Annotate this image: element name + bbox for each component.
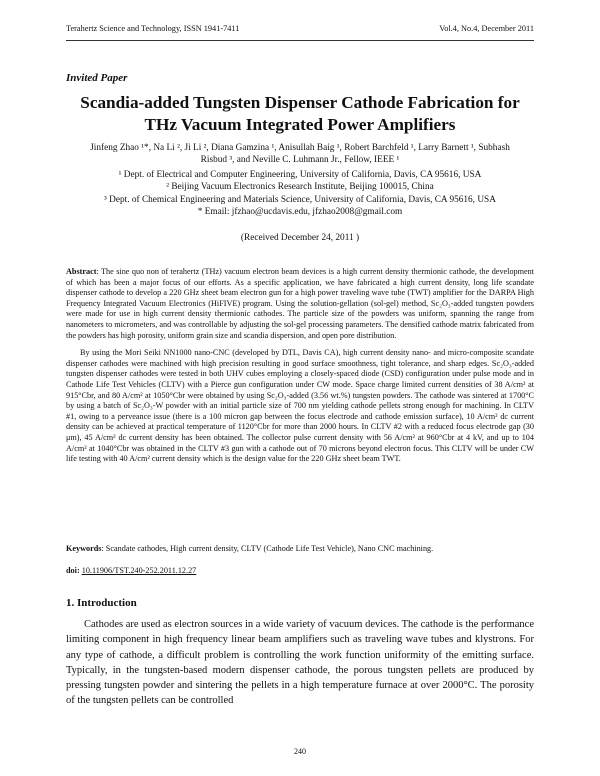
paper-title: Scandia-added Tungsten Dispenser Cathode Fabrication for THz Vacuum Integrated Power Amplifiers — [80, 93, 520, 134]
running-header — [66, 24, 534, 38]
received-date: (Received December 24, 2011 ) — [240, 233, 360, 244]
header-rule — [66, 40, 534, 41]
abstract-paragraph-2: By using the Mori Seiki NN1000 nano-CNC (developed by DTL, Davis CA), high current density nano- and micro-composite scandate dispenser cathodes were machined with high precision resulting in good surface smoothness, tight tolerance, and sharp edges. Sc₂O₃-added tungsten dispenser cathodes were tested in both UHV cubes employing a closely-spaced diode (CSD) configuration under pulse mode and in Cathode Life Test Vehicles (CLTV) with a Pierce gun configuration under CW mode. Space charge limited current densities of 38 A/cm² at 915°Cbr, and 80 A/cm² at 1050°Cbr were obtained by using Sc₂O₃-added (3.56 wt.%) tungsten powders. The cathode was sintered at 1700°C by using a batch of Sc₂O₃-W powder with an initial particle size of 700 nm yielding cathode pellets strong enough for machining. In CLTV #1, owing to a perveance issue (there is a 100 micron gap between the focus electrode and cathode emission surface), 10 A/cm² dc current density can be achieved at practical temperature of 1120°Cbr for more than 2000 hours. In CLTV #2 with a reduced focus electrode gap (30 μm), 45 A/cm² dc current density has been obtained. The collector pulse current density with 56 A/cm² at 960°Cbr at 4 kV, and up to 104 A/cm² at 1040°Cbr was obtained in the CLTV #3 gun with a cathode out of 70 microns beyond electron focus. This CLTV will be under CW life testing with 40 A/cm² current density which is the design value for the 220 GHz sheet beam TWT. — [66, 348, 534, 464]
abstract-text-1: : The sine quo non of terahertz (THz) vacuum electron beam devices is a high current density thermionic cathode, the development of which has been a major focus of our efforts. As a specific application, we have fabricated a high current density, long life scandate dispenser cathode to develop a 220 GHz sheet beam electron gun for a high power traveling wave tube (TWT) amplifier for the DARPA High Frequency Integrated Vacuum Electronics (HiFIVE) program. Using the solution-gellation (sol-gel) method, Sc₂O₃-added tungsten powders were made for use in high current density thermionic cathodes. The particle size of the powders was uniform, spanning the range from nanometers to micrometers, and was controllable by adjusting the sol-gel processing parameters. The densified cathode matrix fabricated from the powders has high porosity, uniform grain size and scandia dispersion, and open pore distribution. — [66, 267, 534, 340]
keywords-text: : Scandate cathodes, High current density, CLTV (Cathode Life Test Vehicle), Nano CNC machining. — [101, 544, 434, 553]
doi-line: doi: 10.11906/TST.240-252.2011.12.27 — [66, 566, 197, 575]
keywords-label: Keywords — [66, 544, 102, 553]
keywords — [66, 544, 534, 555]
authors-line-1: Jinfeng Zhao ¹*, Na Li ², Ji Li ², Diana Gamzina ¹, Anisullah Baig ¹, Robert Barchfeld ¹, Larry Barnett ¹, Subhash — [90, 143, 510, 153]
doi-link[interactable]: 10.11906/TST.240-252.2011.12.27 — [81, 566, 197, 575]
affiliation-2: ² Beijing Vacuum Electronics Research Institute, Beijing 100015, China — [166, 182, 434, 193]
author-block — [66, 142, 534, 245]
affiliation-1: ¹ Dept. of Electrical and Computer Engineering, University of California, Davis, CA 95616, USA — [118, 169, 482, 180]
author-email: * Email: jfzhao@ucdavis.edu, jfzhao2008@gmail.com — [197, 207, 403, 218]
invited-paper-label: Invited Paper — [66, 72, 128, 84]
authors-line-2: Risbud ³, and Neville C. Luhmann Jr., Fellow, IEEE ¹ — [200, 155, 400, 166]
abstract — [66, 267, 534, 472]
doi-label: doi — [66, 566, 77, 575]
volume-info: Vol.4, No.4, December 2011 — [439, 24, 534, 33]
introduction-paragraph: Cathodes are used as electron sources in a wide variety of vacuum devices. The cathode is the performance limiting component in high frequency linear beam amplifiers such as traveling wave tubes and klystrons. For any type of cathode, a difficult problem is controlling the work function uniformity of the emitting surface. Typically, in the tungsten-based modern dispenser cathode, the porous tungsten pellets are produced by pressing tungsten powder and sintering the pellets in a high temperature furnace at over 2000°C. The porosity of the tungsten pellets can be controlled — [66, 619, 534, 707]
journal-name: Terahertz Science and Technology, ISSN 1941-7411 — [66, 24, 240, 33]
page-number: 240 — [294, 747, 306, 756]
section-heading-introduction: 1. Introduction — [66, 597, 137, 609]
affiliation-3: ³ Dept. of Chemical Engineering and Materials Science, University of California, Davis, CA 95616, USA — [104, 194, 496, 205]
abstract-paragraph-1 — [66, 267, 534, 341]
abstract-label: Abstract — [66, 267, 97, 276]
